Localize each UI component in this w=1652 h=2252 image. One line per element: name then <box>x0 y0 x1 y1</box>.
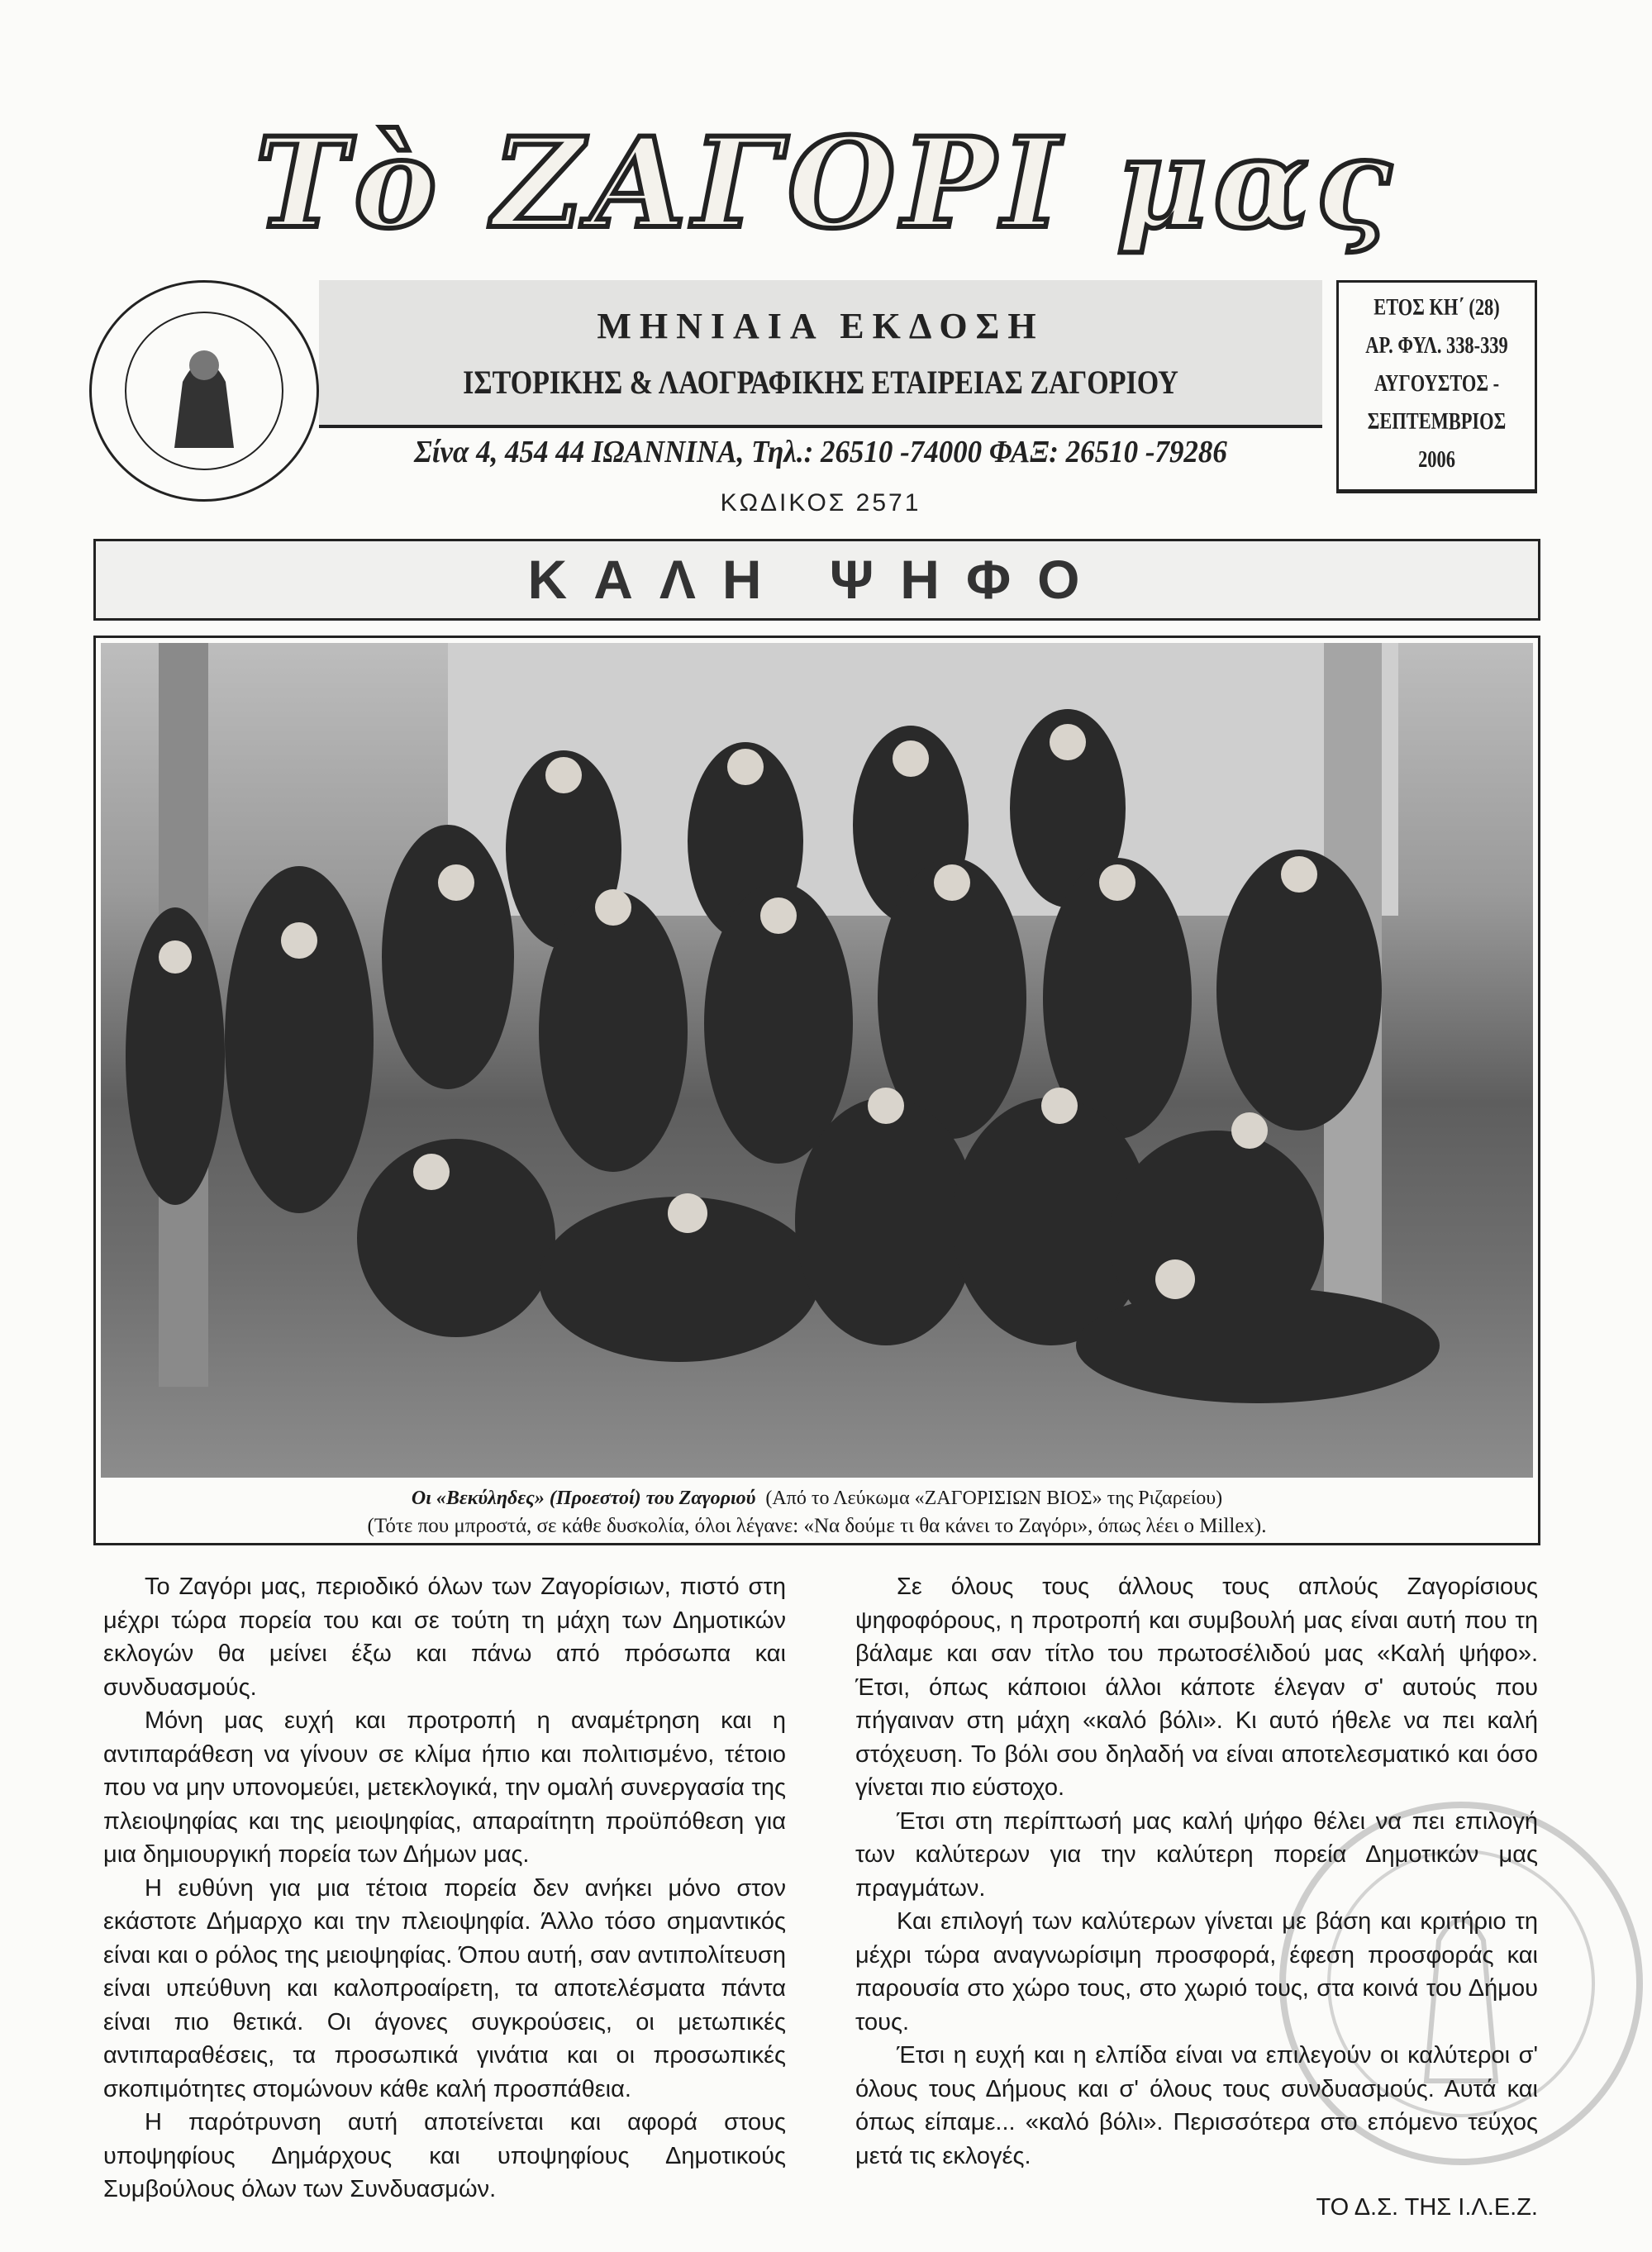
issue-info-box <box>1336 280 1537 493</box>
article-paragraph: Μόνη μας ευχή και προτροπή η αναμέτρηση και η αντιπαράθεση να γίνουν σε κλίμα ήπιο και πολιτισμένο, τέτοιο που να μην υπονομεύει, μετεκλογικά, την ομαλή συνεργασία της πλειοψηφίας και της μειοψηφίας, απαραίτητη προϋπόθεση για μια δημιουργική πορεία των Δήμων μας. <box>103 1707 786 1868</box>
article-paragraph: Έτσι στη περίπτωσή μας καλή ψήφο θέλει να πει επιλογή των καλύτερων για την καλύτερη πορεία Δημοτικών μας πραγμάτων. <box>855 1807 1538 1902</box>
photo-caption-line-2: (Τότε που μπροστά, σε κάθε δυσκολία, όλοι λέγανε: «Να δούμε τι θα κάνει το Ζαγόρι», όπως λέει ο Millex). <box>367 1515 1267 1537</box>
publisher-address: Σίνα 4, 454 44 ΙΩΑΝΝΙΝΑ, Τηλ.: 26510 -74000 ΦΑΞ: 26510 -79286 <box>414 435 1227 469</box>
article-paragraph: Σε όλους τους άλλους τους απλούς Ζαγορίσιους ψηφοφόρους, η προτροπή και συμβουλή μας είναι αυτή που τη βάλαμε και σαν τίτλο του πρωτοσέλιδού μας «Καλή ψήφο». Έτσι, όπως κάποιοι άλλοι κάποτε έλεγαν σ' αυτούς που πήγαιναν στη μάχη «καλό βόλι». Κι αυτό ήθελε να πει καλή στόχευση. Το βόλι σου δηλαδή να είναι αποτελεσματικό και όσο γίνεται πιο εύστοχο. <box>855 1574 1538 1801</box>
publisher-name: ΙΣΤΟΡΙΚΗΣ & ΛΑΟΓΡΑΦΙΚΗΣ ΕΤΑΙΡΕΙΑΣ ΖΑΓΟΡΙΟΥ <box>463 364 1178 401</box>
article-paragraph: Η παρότρυνση αυτή αποτείνεται και αφορά στους υποψηφίους Δημάρχους και υποψηφίους Δημοτικούς Συμβούλους όλων των Συνδυασμών. <box>103 2109 786 2202</box>
photo-caption <box>96 1488 1538 1510</box>
article-column-right <box>855 1570 1538 2225</box>
masthead-title: Τὸ ΖΑΓΟΡΙ μας <box>255 111 1398 256</box>
publication-code: ΚΩΔΙΚΟΣ 2571 <box>720 489 921 517</box>
headline: ΚΑΛΗ ΨΗΦΟ <box>93 539 1540 621</box>
logo-emblem-icon <box>92 283 317 499</box>
article-paragraph: Η ευθύνη για μια τέτοια πορεία δεν ανήκει μόνο στον εκάστοτε Δήμαρχο και την πλειοψηφία. Άλλο τόσο σημαντικός είναι και ο ρόλος της μειοψηφίας. Όπου αυτή, σαν αντιπολίτευση είναι υπεύθυνη και καλοπροαίρετη, τα αποτελέσματα πάντα είναι πιο θετικά. Οι άγονες συγκρούσεις, οι μετωπικές αντιπαραθέσεις, τα προσωπικά γινάτια και οι προσωπικές σκοπιμότητες στομώνουν κάθε καλή προσπάθεια. <box>103 1874 786 2102</box>
issue-date: 2006 <box>1418 447 1455 473</box>
issue-year: ΕΤΟΣ ΚΗ΄ (28) <box>1373 295 1500 321</box>
article-paragraph: Έτσι η ευχή και η ελπίδα είναι να επιλεγούν οι καλύτεροι σ' όλους τους Δήμους και σ' όλους τους συνδυασμούς. Αυτά και όπως είπαμε... «καλό βόλι». Περισσότερα στο επόμενο τεύχος μετά τις εκλογές. <box>855 2042 1538 2169</box>
article-column-left <box>103 1570 786 2207</box>
group-photo <box>101 643 1533 1478</box>
publication-type: ΜΗΝΙΑΙΑ ΕΚΔΟΣΗ <box>597 306 1045 346</box>
photo-box <box>93 636 1540 1545</box>
article-paragraph: Και επιλογή των καλύτερων γίνεται με βάση και κριτήριο τη μέχρι τώρα αναγνωρίσιμη προσφορά, έφεση προσφοράς και παρουσία στο χώρο τους, στο χωριό τους, στα κοινά του Δήμου τους. <box>855 1908 1538 2035</box>
article-signature: ΤΟ Δ.Σ. ΤΗΣ Ι.Λ.Ε.Ζ. <box>1316 2194 1538 2221</box>
society-logo <box>89 280 319 502</box>
issue-month-2: ΣΕΠΤΕΜΒΡΙΟΣ <box>1367 409 1507 435</box>
photo-caption-title: Οι «Βεκύληδες» (Προεστοί) του Ζαγοριού <box>411 1488 756 1509</box>
photo-caption-source: (Από το Λεύκωμα «ΖΑΓΟΡΙΣΙΩΝ ΒΙΟΣ» της Ριζαρείου) <box>765 1488 1223 1509</box>
article-paragraph: Το Ζαγόρι μας, περιοδικό όλων των Ζαγορίσιων, πιστό στη μέχρι τώρα πορεία του και σε τούτη τη μάχη των Δημοτικών εκλογών θα μείνει έξω και πάνω από πρόσωπα και συνδυασμούς. <box>103 1574 786 1701</box>
publisher-header <box>319 280 1322 428</box>
issue-sheet: ΑΡ. ΦΥΛ. 338-339 <box>1365 333 1508 359</box>
issue-month-1: ΑΥΓΟΥΣΤΟΣ - <box>1373 371 1500 397</box>
